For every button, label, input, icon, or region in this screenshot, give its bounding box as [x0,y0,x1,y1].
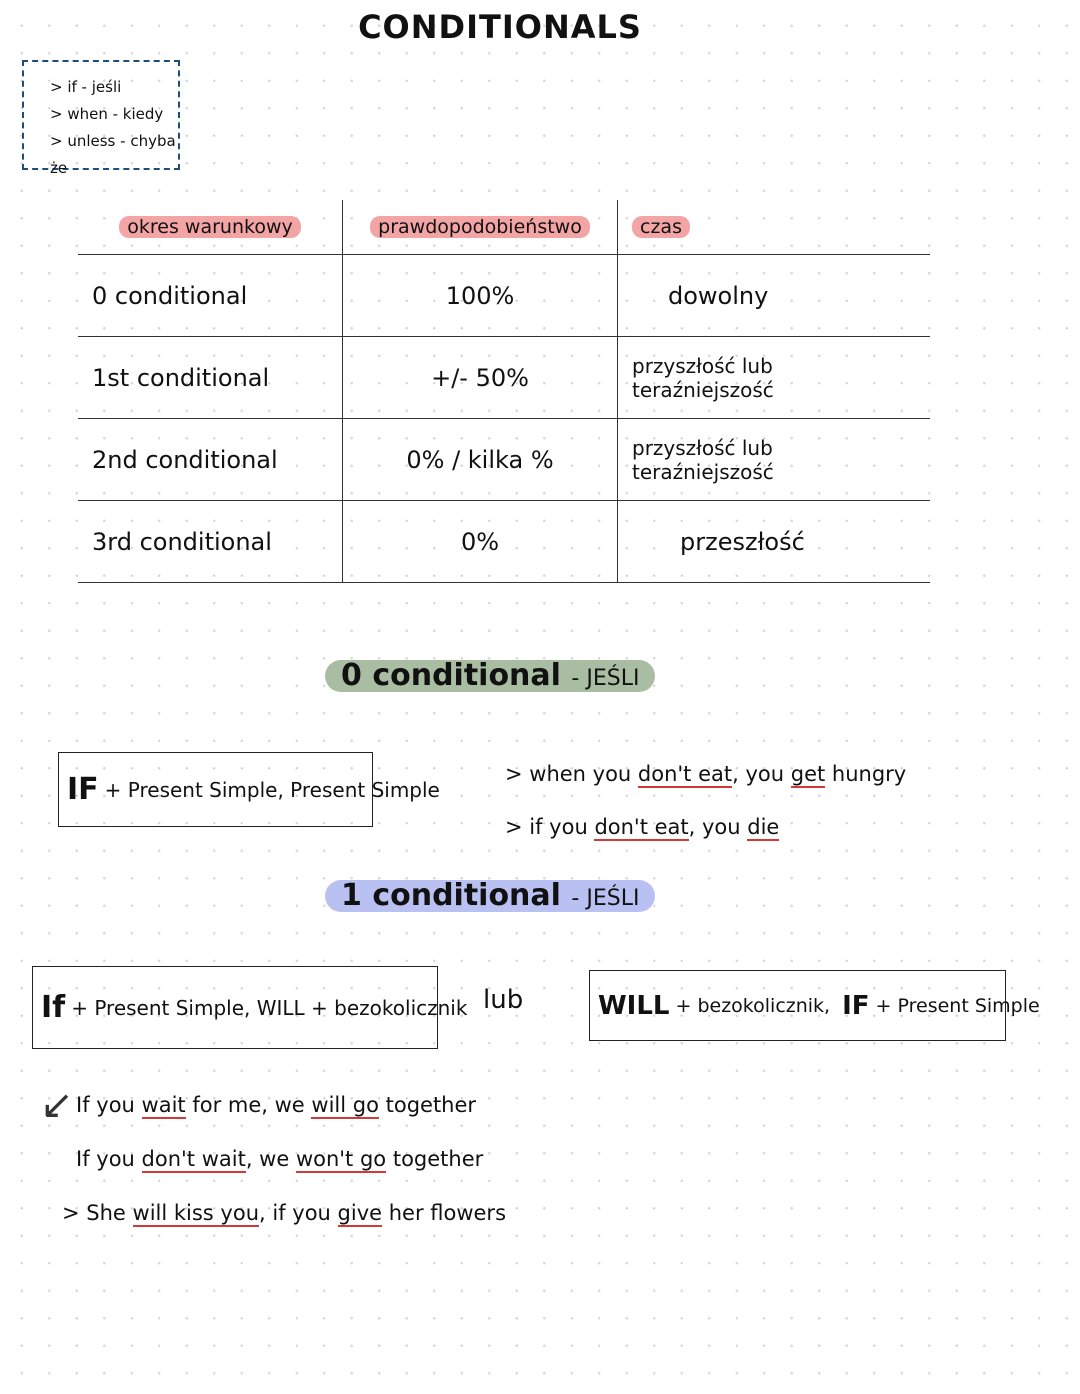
example-sentence [505,748,906,801]
cell: 100% [343,255,618,337]
underlined-phrase: die [747,815,780,839]
header-prawdopodobienstwo: prawdopodobieństwo [370,216,590,238]
heading-text: 1 conditional [341,878,561,913]
formula-if: If [41,990,66,1025]
sentence-text: together [386,1147,484,1171]
heading-text: 0 conditional [341,658,561,693]
cell: 0 conditional [78,255,343,337]
conditionals-table [78,200,930,583]
sentence-text: > She [62,1201,133,1225]
cell: 1st conditional [78,337,343,419]
heading-sub: - JEŚLI [571,666,640,691]
table-row [78,337,930,419]
underlined-phrase: will go [311,1093,379,1117]
formula-text: + Present Simple, Present Simple [104,777,440,802]
cell: 0% [343,501,618,583]
sentence-text: , you [732,762,791,786]
cell: przyszłość lub teraźniejszość [618,419,931,501]
formula-will: WILL [598,990,670,1021]
sentence-text: , if you [259,1201,338,1225]
cell: 3rd conditional [78,501,343,583]
cell: przeszłość [618,501,931,583]
example-sentence [62,1186,506,1240]
table-row [78,255,930,337]
example-sentence [62,1078,506,1132]
formula-if: IF [842,990,870,1021]
keyword-when: > when - kiedy [50,105,164,123]
formula-if: IF [67,772,99,807]
page-title: CONDITIONALS [358,8,642,46]
underlined-phrase: don't eat [637,762,733,786]
sentence-text: together [378,1093,477,1117]
underlined-phrase: get [790,762,826,786]
keywords-box [22,60,180,177]
example-sentence [505,801,906,854]
zero-conditional-heading [325,660,655,692]
table-row [78,501,930,583]
sentence-text: for me, we [185,1093,312,1117]
underlined-phrase: wait [141,1093,186,1117]
cell: 0% / kilka % [343,419,618,501]
sentence-text: , we [245,1147,296,1171]
sentence-text: If you [76,1147,142,1171]
keyword-if: > if - jeśli [50,78,122,96]
formula-end: + Present Simple [875,994,1040,1017]
sentence-text: If you [76,1093,142,1117]
underlined-phrase: give [337,1201,383,1225]
first-examples [62,1078,506,1240]
or-label: lub [483,985,524,1015]
underlined-phrase: won't go [295,1147,387,1171]
table-header [78,200,930,255]
formula-text: + bezokolicznik, [675,994,831,1017]
sentence-text: > when you [505,762,638,786]
table-row [78,419,930,501]
cell: przyszłość lub teraźniejszość [618,337,931,419]
heading-sub: - JEŚLI [571,886,640,911]
keyword-unless: > unless - chyba że [50,132,176,177]
cell: dowolny [618,255,931,337]
first-conditional-heading [325,880,655,912]
sentence-text: , you [688,815,748,839]
cell: +/- 50% [343,337,618,419]
header-czas: czas [632,216,690,238]
zero-examples [505,748,906,854]
header-okres: okres warunkowy [119,216,300,238]
sentence-text: her flowers [382,1201,507,1225]
underlined-phrase: don't eat [594,815,689,839]
zero-formula-box [58,752,440,827]
sentence-text: hungry [825,762,907,786]
curved-arrow-icon: ↙ [40,1082,74,1128]
formula-text: + Present Simple, WILL + bezokolicznik [71,995,468,1020]
underlined-phrase: will kiss you [132,1201,260,1225]
cell: 2nd conditional [78,419,343,501]
first-formula-box [32,966,468,1049]
sentence-text: > if you [505,815,595,839]
example-sentence [62,1132,506,1186]
underlined-phrase: don't wait [141,1147,246,1171]
first-formula-alt-box [589,970,1040,1041]
